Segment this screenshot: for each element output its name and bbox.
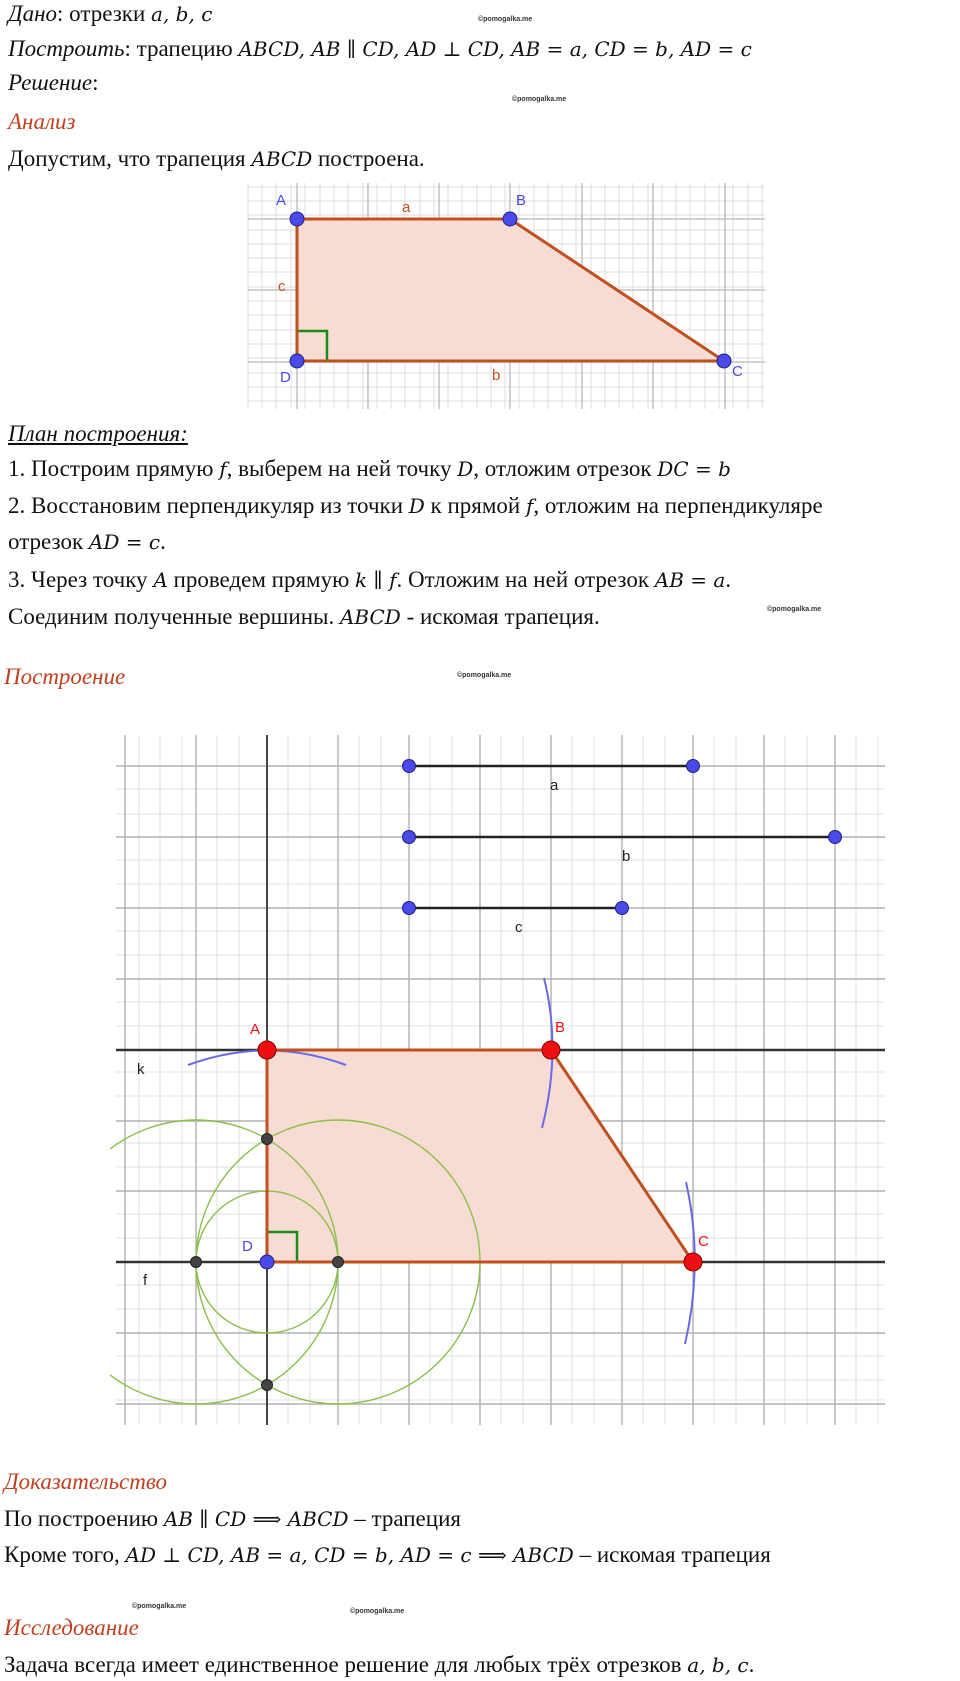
proof-text: – искомая трапеция <box>573 1542 771 1567</box>
label-side-b: b <box>492 367 501 384</box>
proof-text: По построению <box>4 1506 164 1531</box>
intersection-point <box>333 1257 344 1268</box>
point-b <box>542 1041 560 1059</box>
plan-heading: План построения: <box>8 421 188 446</box>
given-line <box>8 0 212 28</box>
plan-text: . <box>725 567 732 592</box>
construct-label: Построить <box>8 36 125 61</box>
plan-step1 <box>8 455 731 483</box>
watermark: ©pomogalka.me <box>512 96 567 103</box>
plan-step3 <box>8 566 731 594</box>
plan-math: DC = b <box>657 457 731 481</box>
research-heading: Исследование <box>4 1615 139 1640</box>
analysis-heading: Анализ <box>8 109 76 134</box>
research-line <box>4 1651 754 1679</box>
solution-text: : <box>92 70 99 95</box>
plan-math: A <box>153 568 168 592</box>
segment-endpoint <box>687 760 700 773</box>
plan-math: k ∥ f <box>355 568 397 592</box>
research-math: a, b, c <box>687 1653 749 1677</box>
point-d <box>260 1255 274 1269</box>
construction-figure <box>110 730 890 1430</box>
label-segment-b: b <box>622 848 631 865</box>
watermark: ©pomogalka.me <box>767 606 822 613</box>
label-segment-c: c <box>515 919 523 936</box>
plan-math: AD = c <box>88 530 161 554</box>
label-c: C <box>732 363 743 380</box>
label-b: B <box>555 1019 566 1036</box>
watermark: ©pomogalka.me <box>350 1608 405 1615</box>
point-a <box>258 1041 276 1059</box>
plan-math: D <box>408 494 425 518</box>
plan-step2a <box>8 492 823 520</box>
plan-text: . Отложим на ней отрезок <box>396 567 655 592</box>
label-b: B <box>516 192 527 209</box>
construction-heading: Построение <box>4 664 126 689</box>
label-d: D <box>242 1238 253 1255</box>
segment-endpoint <box>616 902 629 915</box>
plan-math: f <box>525 494 534 518</box>
point-d <box>290 354 304 368</box>
label-line-k: k <box>137 1061 145 1078</box>
solution-line <box>8 69 99 97</box>
analysis-line <box>8 145 425 173</box>
label-segment-a: a <box>550 777 559 794</box>
given-text: : отрезки <box>57 1 152 26</box>
intersection-point <box>262 1380 273 1391</box>
intersection-point <box>191 1257 202 1268</box>
plan-text: 1. Построим прямую <box>8 456 220 481</box>
solution-label: Решение <box>8 70 93 95</box>
point-c <box>684 1253 702 1271</box>
plan-text: , выберем на ней точку <box>226 456 458 481</box>
proof-line1 <box>4 1505 461 1533</box>
construct-text: : трапецию <box>124 36 239 61</box>
plan-text: - искомая трапеция. <box>400 604 600 629</box>
label-d: D <box>280 369 291 386</box>
point-c <box>717 354 731 368</box>
plan-math: f <box>219 457 227 481</box>
label-c: C <box>698 1233 709 1250</box>
analysis-text2: построена. <box>312 146 425 171</box>
point-a <box>290 212 304 226</box>
research-text: Задача всегда имеет единственное решение для любых трёх отрезков <box>4 1652 688 1677</box>
segment-endpoint <box>403 760 416 773</box>
plan-text: 3. Через точку <box>8 567 154 592</box>
watermark: ©pomogalka.me <box>478 16 533 23</box>
plan-text: , отложим на перпендикуляре <box>533 493 823 518</box>
construct-math: ABCD, AB ∥ CD, AD ⊥ CD, AB = a, CD = b, AD = c <box>238 37 752 61</box>
analysis-figure <box>245 180 770 412</box>
proof-math: AD ⊥ CD, AB = a, CD = b, AD = c ⟹ ABCD <box>125 1543 574 1567</box>
point-b <box>503 212 517 226</box>
proof-heading: Доказательство <box>4 1469 168 1494</box>
proof-math: AB ∥ CD ⟹ ABCD <box>163 1507 349 1531</box>
plan-text: отрезок <box>8 529 89 554</box>
plan-text: проведем прямую <box>167 567 356 592</box>
label-a: A <box>276 192 287 209</box>
label-a: A <box>250 1021 261 1038</box>
plan-step2b <box>8 528 166 556</box>
plan-text: к прямой <box>424 493 526 518</box>
plan-math: D <box>457 457 474 481</box>
segment-endpoint <box>403 831 416 844</box>
segment-endpoint <box>829 831 842 844</box>
research-text: . <box>748 1652 755 1677</box>
segment-endpoint <box>403 902 416 915</box>
given-label: Дано <box>8 1 58 26</box>
plan-math: ABCD <box>339 605 401 629</box>
given-math: a, b, c <box>151 2 213 26</box>
label-side-a: a <box>402 199 411 216</box>
proof-text: – трапеция <box>348 1506 461 1531</box>
intersection-point <box>262 1134 273 1145</box>
analysis-text: Допустим, что трапеция <box>8 146 252 171</box>
plan-text: , отложим отрезок <box>473 456 658 481</box>
plan-text: . <box>160 529 166 554</box>
plan-step4 <box>8 603 600 631</box>
proof-text: Кроме того, <box>4 1542 126 1567</box>
proof-line2 <box>4 1541 771 1569</box>
plan-text: 2. Восстановим перпендикуляр из точки <box>8 493 409 518</box>
analysis-math: ABCD <box>251 147 313 171</box>
construct-line <box>8 35 752 63</box>
label-line-f: f <box>143 1272 148 1289</box>
watermark: ©pomogalka.me <box>457 672 512 679</box>
plan-math: AB = a <box>654 568 726 592</box>
label-side-c: c <box>278 278 286 295</box>
plan-text: Соединим полученные вершины. <box>8 604 340 629</box>
watermark: ©pomogalka.me <box>132 1603 187 1610</box>
